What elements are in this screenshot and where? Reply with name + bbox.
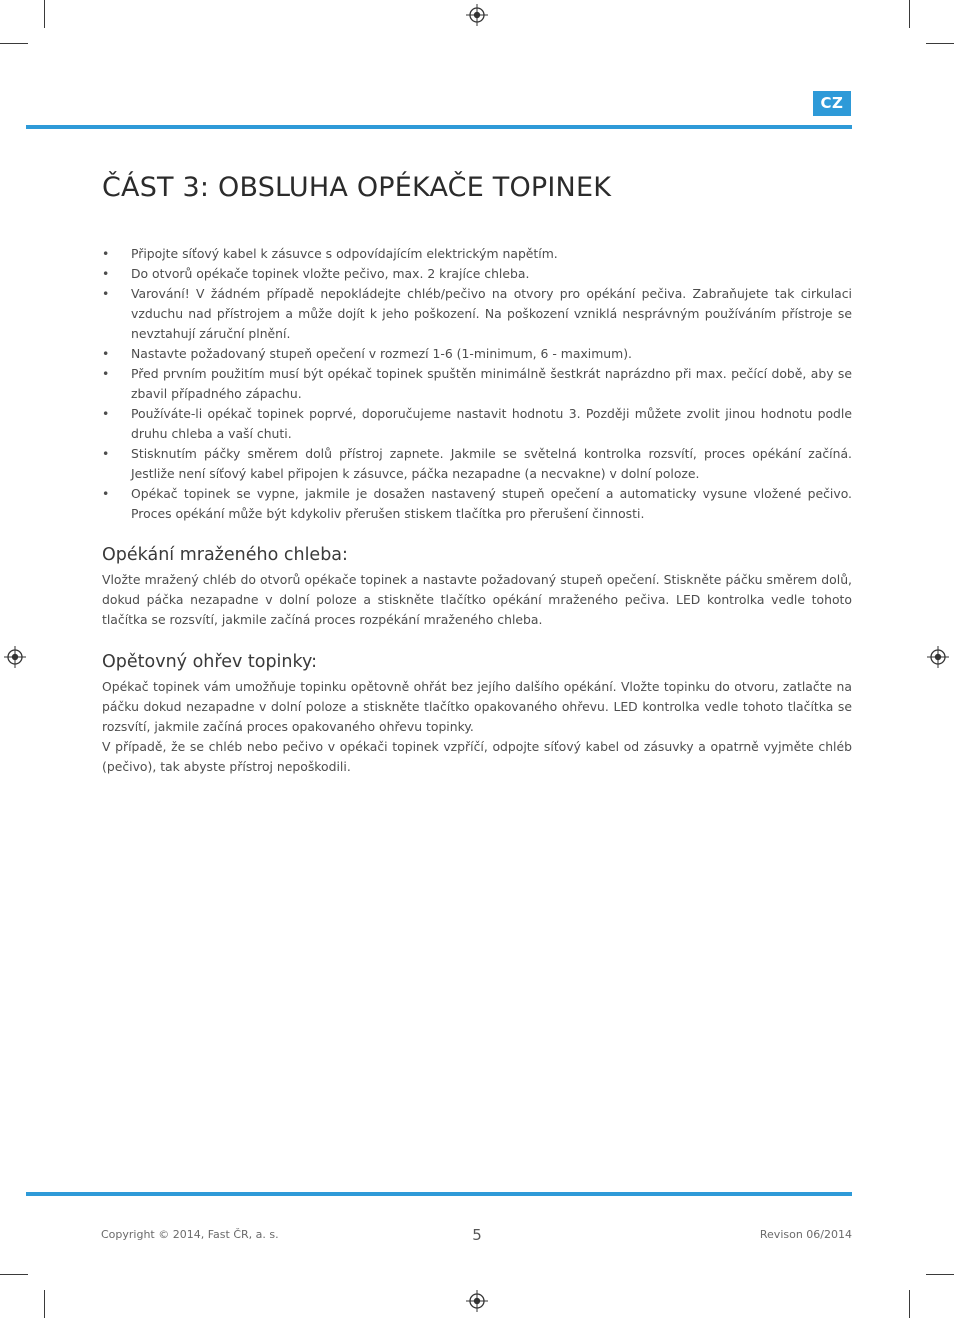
jam-warning-text: V případě, že se chléb nebo pečivo v opékači topinek vzpříčí, odpojte síťový kabel od zásuvky a opatrně vyjměte chléb (pečivo), tak abyste přístroj nepoškodili. bbox=[102, 739, 852, 774]
frozen-bread-heading: Opékání mraženého chleba: bbox=[102, 545, 348, 565]
page-title: ČÁST 3: OBSLUHA OPÉKAČE TOPINEK bbox=[102, 172, 612, 203]
crop-mark bbox=[44, 0, 45, 28]
header-rule bbox=[26, 125, 852, 129]
instruction-list bbox=[102, 244, 852, 524]
crop-mark bbox=[926, 43, 954, 44]
registration-mark-icon bbox=[927, 646, 949, 668]
list-item: • Do otvorů opékače topinek vložte pečivo, max. 2 krajíce chleba. bbox=[102, 264, 852, 284]
crop-mark bbox=[909, 1290, 910, 1318]
crop-mark bbox=[0, 1274, 28, 1275]
reheat-text: Opékač topinek vám umožňuje topinku opětovně ohřát bez jejího dalšího opékání. Vložte topinku do otvoru, zatlačte na páčku dokud nezapadne v dolní poloze a stiskněte tlačítko opakovaného ohřevu. LED kontrolka vedle tohoto tlačítka se rozsvítí, jakmile začíná proces opakovaného ohřevu topinky. bbox=[102, 679, 852, 734]
list-item: • Opékač topinek se vypne, jakmile je dosažen nastavený stupeň opečení a automaticky vysune vložené pečivo. Proces opékání může být kdykoliv přerušen stiskem tlačítka pro přerušení činnosti. bbox=[102, 484, 852, 524]
crop-mark bbox=[909, 0, 910, 28]
list-item: • Používáte-li opékač topinek poprvé, doporučujeme nastavit hodnotu 3. Později můžete zvolit jinou hodnotu podle druhu chleba a vaší chuti. bbox=[102, 404, 852, 444]
registration-mark-icon bbox=[466, 4, 488, 26]
list-item: • Stisknutím páčky směrem dolů přístroj zapnete. Jakmile se světelná kontrolka rozsvítí, proces opékání začíná. Jestliže není síťový kabel připojen k zásuvce, páčka nezapadne (a necvakne) v dolní poloze. bbox=[102, 444, 852, 484]
crop-mark bbox=[0, 43, 28, 44]
footer-rule bbox=[26, 1192, 852, 1196]
reheat-heading: Opětovný ohřev topinky: bbox=[102, 652, 317, 672]
copyright: Copyright © 2014, Fast ČR, a. s. bbox=[101, 1228, 279, 1241]
registration-mark-icon bbox=[4, 646, 26, 668]
frozen-bread-text: Vložte mražený chléb do otvorů opékače topinek a nastavte požadovaný stupeň opečení. Stiskněte páčku směrem dolů, dokud páčka nezapadne v dolní poloze a stiskněte tlačítko opékání mraženého pečiva. LED kontrolka vedle tohoto tlačítka se rozsvítí, jakmile začíná proces rozpékání mraženého chleba. bbox=[102, 572, 852, 627]
list-item: • Před prvním použitím musí být opékač topinek spuštěn minimálně šestkrát naprázdno při max. pečící době, aby se zbavil případného zápachu. bbox=[102, 364, 852, 404]
registration-mark-icon bbox=[466, 1290, 488, 1312]
list-item: • Připojte síťový kabel k zásuvce s odpovídajícím elektrickým napětím. bbox=[102, 244, 852, 264]
revision: Revison 06/2014 bbox=[759, 1228, 852, 1241]
crop-mark bbox=[926, 1274, 954, 1275]
crop-mark bbox=[44, 1290, 45, 1318]
language-badge: CZ bbox=[813, 91, 851, 116]
page-number: 5 bbox=[472, 1226, 482, 1244]
list-item: • Nastavte požadovaný stupeň opečení v rozmezí 1-6 (1-minimum, 6 - maximum). bbox=[102, 344, 852, 364]
list-item: • Varování! V žádném případě nepokládejte chléb/pečivo na otvory pro opékání pečiva. Zabraňujete tak cirkulaci vzduchu nad přístrojem a může dojít k jeho poškození. Na poškození vzniklá nesprávným používáním přístroje se nevztahují záruční plnění. bbox=[102, 284, 852, 344]
